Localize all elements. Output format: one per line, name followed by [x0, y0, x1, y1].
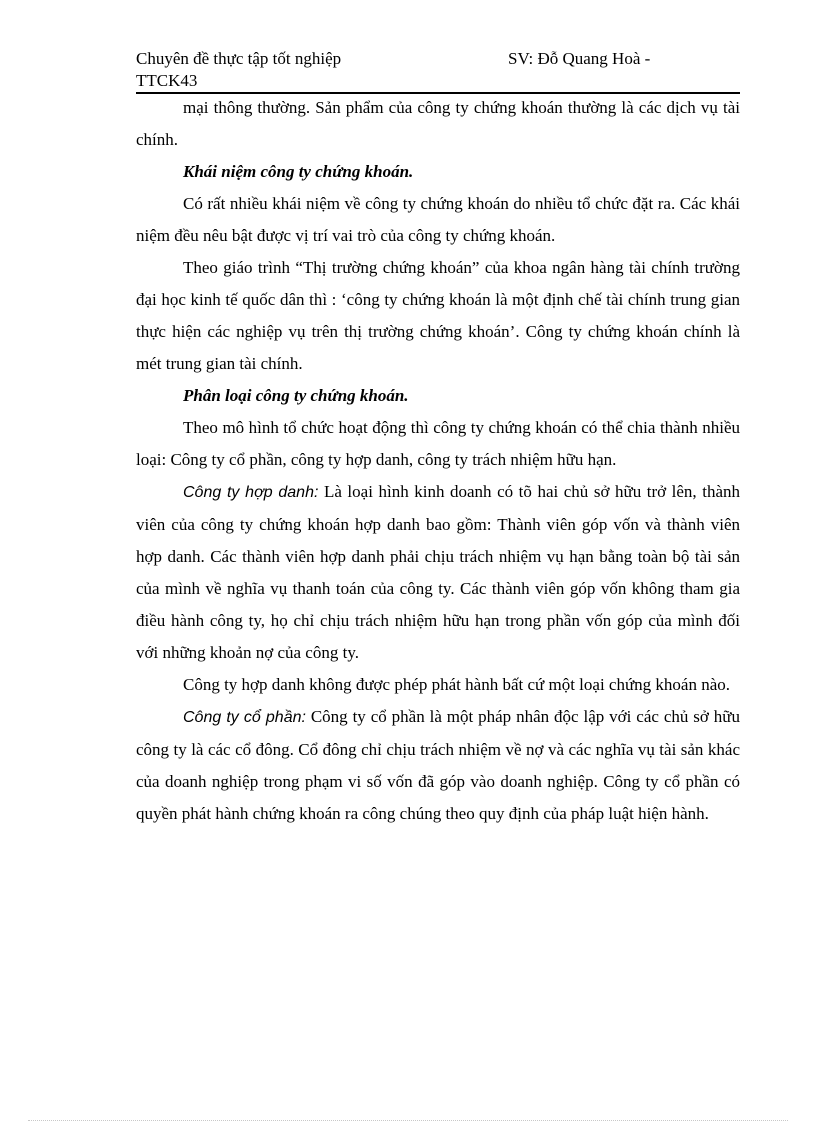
paragraph-classification: Theo mô hình tổ chức hoạt động thì công ty chứng khoán có thể chia thành nhiều loại: Công ty cổ phần, công ty hợp danh, công ty trách nhiệm hữu hạn.: [136, 418, 740, 469]
paragraph-concept-1: Có rất nhiều khái niệm về công ty chứng khoán do nhiều tổ chức đặt ra. Các khái niệm đều nêu bật được vị trí vai trò của công ty chứng khoán.: [136, 194, 740, 245]
jointstock-description: Công ty cổ phần là một pháp nhân độc lập với các chủ sở hữu công ty là các cổ đông. Cổ đông chỉ chịu trách nhiệm về nợ và các nghĩa vụ tài sản khác của doanh nghiệp trong phạm vi số vốn đã góp vào doanh nghiệp. Công ty cổ phần có quyền phát hành chứng khoán ra công chúng theo quy định của pháp luật hiện hành.: [136, 707, 740, 823]
partnership-description: Là loại hình kinh doanh có tõ hai chủ sở hữu trở lên, thành viên của công ty chứng khoán hợp danh bao gồm: Thành viên góp vốn và thành viên hợp danh. Các thành viên hợp danh phải chịu trách nhiệm vụ hạn bằng toàn bộ tài sản của mình về nghĩa vụ thanh toán của công ty. Các thành viên góp vốn không tham gia điều hành công ty, họ chỉ chịu trách nhiệm hữu hạn trong phần vốn góp của mình đối với những khoản nợ của công ty.: [136, 482, 740, 662]
header-class-code: TTCK43: [136, 71, 198, 90]
header-course-title: Chuyên đề thực tập tốt nghiệp: [136, 49, 342, 68]
section-heading-concept: Khái niệm công ty chứng khoán.: [183, 162, 414, 181]
section-heading-classification: Phân loại công ty chứng khoán.: [183, 386, 409, 405]
partnership-lead-term: Công ty hợp danh:: [183, 484, 319, 501]
document-body: [136, 92, 740, 830]
paragraph-jointstock: [136, 701, 740, 830]
paragraph-continuation: mại thông thường. Sản phẩm của công ty chứng khoán thường là các dịch vụ tài chính.: [136, 98, 740, 149]
paragraph-concept-2: Theo giáo trình “Thị trường chứng khoán” của khoa ngân hàng tài chính trường đại học kinh tế quốc dân thì : ‘công ty chứng khoán là một định chế tài chính trung gian thực hiện các nghiệp vụ trên thị trường chứng khoán’. Công ty chứng khoán chính là mét trung gian tài chính.: [136, 258, 740, 373]
paragraph-partnership: [136, 476, 740, 669]
page-bottom-border: [28, 1120, 788, 1121]
paragraph-partnership-2: Công ty hợp danh không được phép phát hành bất cứ một loại chứng khoán nào.: [183, 675, 731, 694]
header-student-name: SV: Đỗ Quang Hoà -: [508, 49, 651, 68]
page-header: [136, 48, 740, 92]
jointstock-lead-term: Công ty cổ phần:: [183, 709, 306, 726]
